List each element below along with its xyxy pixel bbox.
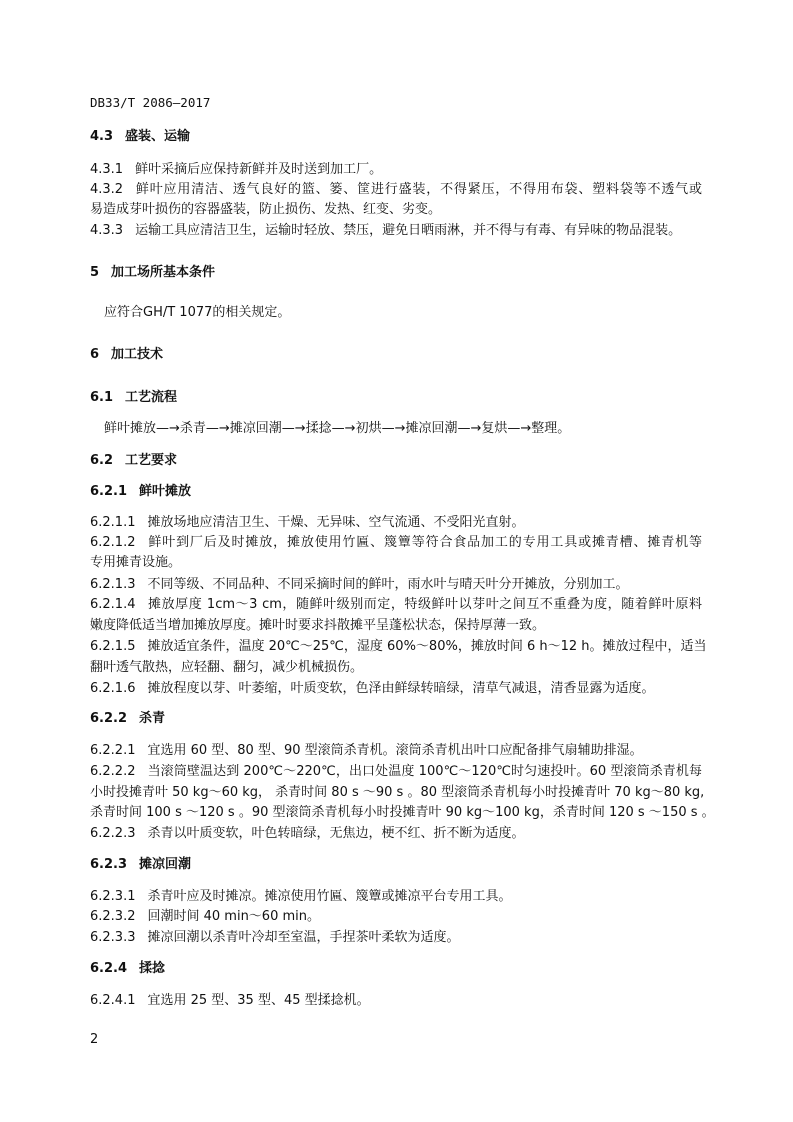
clause-6-2-1-2: [90, 534, 702, 552]
clause-6-2-2-1: [90, 742, 702, 760]
clause-text: 摊凉回潮以杀青叶冷却至室温，手捏茶叶柔软为适度。: [147, 930, 460, 945]
clause-number: 6.2.1.5: [90, 639, 136, 654]
section-number: 4.3: [90, 129, 114, 144]
clause-number: 6.2.2.2: [90, 764, 136, 779]
clause-6-2-1-2-cont: 专用摊青设施。: [90, 555, 182, 570]
heading-6-1: [90, 389, 702, 407]
clause-6-2-4-1: [90, 992, 702, 1010]
section-number: 6.2.3: [90, 857, 128, 872]
document-code-header: DB33/T 2086—2017: [90, 95, 211, 110]
heading-6-2-4: [90, 960, 702, 978]
clause-number: 6.2.3.3: [90, 930, 136, 945]
clause-text: 当滚筒壁温达到 200℃～220℃，出口处温度 100℃～120℃时匀速投叶。60 型滚筒杀青机每: [147, 764, 702, 779]
clause-text: 摊放场地应清洁卫生、干燥、无异味、空气流通、不受阳光直射。: [147, 515, 525, 530]
clause-text: 运输工具应清洁卫生，运输时轻放、禁压，避免日晒雨淋，并不得与有毒、有异味的物品混装。: [135, 223, 682, 238]
clause-number: 4.3.1: [90, 162, 124, 177]
clause-text: 宜选用 60 型、80 型、90 型滚筒杀青机。滚筒杀青机出叶口应配备排气扇辅助排湿。: [147, 743, 643, 758]
clause-6-2-1-3: [90, 576, 702, 594]
heading-6: [90, 346, 702, 364]
clause-6-2-1-5: [90, 638, 707, 656]
clause-6-2-3-3: [90, 929, 702, 947]
section-number: 5: [90, 265, 100, 280]
section-title: 揉捻: [139, 961, 166, 976]
clause-6-2-1-5-cont: 翻叶透气散热，应轻翻、翻匀，减少机械损伤。: [90, 660, 364, 675]
clause-text: 摊放厚度 1cm～3 cm，随鲜叶级别而定，特级鲜叶以芽叶之间互不重叠为度，随着鲜叶原料: [147, 597, 702, 612]
clause-6-2-1-1: [90, 514, 702, 532]
clause-number: 6.2.4.1: [90, 993, 136, 1008]
clause-text: 宜选用 25 型、35 型、45 型揉捻机。: [147, 993, 370, 1008]
clause-text: 鲜叶应用清洁、透气良好的篮、篓、筐进行盛装，不得紧压，不得用布袋、塑料袋等不透气或: [135, 182, 702, 197]
clause-4-3-2-cont: 易造成芽叶损伤的容器盛装，防止损伤、发热、红变、劣变。: [90, 202, 442, 217]
clause-text: 不同等级、不同品种、不同采摘时间的鲜叶，雨水叶与晴天叶分开摊放，分别加工。: [147, 577, 629, 592]
heading-6-2-1: [90, 483, 702, 501]
section-title: 工艺流程: [125, 390, 178, 405]
section-5-text: 应符合GH/T 1077的相关规定。: [104, 305, 291, 320]
section-number: 6.2: [90, 453, 114, 468]
clause-6-2-2-2: [90, 763, 702, 781]
clause-text: 摊放适宜条件，温度 20℃～25℃，湿度 60%～80%，摊放时间 6 h～12 h。摊放过程中，适当: [147, 639, 707, 654]
clause-text: 杀青叶应及时摊凉。摊凉使用竹匾、篾簟或摊凉平台专用工具。: [147, 889, 512, 904]
clause-number: 6.2.2.1: [90, 743, 136, 758]
clause-4-3-1: [90, 161, 702, 179]
heading-6-2-2: [90, 710, 702, 728]
clause-number: 6.2.1.1: [90, 515, 136, 530]
section-title: 盛装、运输: [125, 129, 191, 144]
heading-6-2-3: [90, 856, 702, 874]
clause-text: 鲜叶到厂后及时摊放，摊放使用竹匾、篾簟等符合食品加工的专用工具或摊青槽、摊青机等: [147, 535, 702, 550]
section-title: 加工技术: [111, 347, 164, 362]
section-title: 鲜叶摊放: [139, 484, 192, 499]
clause-text: 摊放程度以芽、叶萎缩，叶质变软，色泽由鲜绿转暗绿，清草气减退，清香显露为适度。: [147, 681, 655, 696]
section-number: 6.2.1: [90, 484, 128, 499]
clause-text: 回潮时间 40 min～60 min。: [147, 909, 320, 924]
process-flow: 鲜叶摊放—→杀青—→摊凉回潮—→揉捻—→初烘—→摊凉回潮—→复烘—→整理。: [104, 421, 571, 436]
section-title: 加工场所基本条件: [111, 265, 216, 280]
section-title: 工艺要求: [125, 453, 178, 468]
section-title: 摊凉回潮: [139, 857, 192, 872]
clause-6-2-1-6: [90, 680, 702, 698]
heading-4-3: [90, 128, 702, 146]
heading-5: [90, 264, 702, 282]
clause-6-2-3-1: [90, 888, 702, 906]
clause-4-3-3: [90, 222, 702, 240]
clause-number: 6.2.2.3: [90, 826, 136, 841]
clause-6-2-1-4: [90, 596, 702, 614]
clause-number: 6.2.1.4: [90, 597, 136, 612]
clause-number: 6.2.3.2: [90, 909, 136, 924]
clause-text: 杀青以叶质变软，叶色转暗绿，无焦边，梗不红、折不断为适度。: [147, 826, 525, 841]
clause-4-3-2: [90, 181, 702, 199]
section-number: 6.2.4: [90, 961, 128, 976]
clause-number: 6.2.1.6: [90, 681, 136, 696]
clause-number: 6.2.3.1: [90, 889, 136, 904]
page-number: 2: [90, 1032, 99, 1047]
clause-number: 6.2.1.2: [90, 535, 136, 550]
heading-6-2: [90, 452, 702, 470]
clause-number: 4.3.3: [90, 223, 124, 238]
section-title: 杀青: [139, 711, 166, 726]
clause-6-2-3-2: [90, 908, 702, 926]
section-number: 6.2.2: [90, 711, 128, 726]
clause-text: 鲜叶采摘后应保持新鲜并及时送到加工厂。: [135, 162, 383, 177]
section-number: 6: [90, 347, 100, 362]
clause-6-2-1-4-cont: 嫩度降低适当增加摊放厚度。摊叶时要求抖散摊平呈蓬松状态，保持厚薄一致。: [90, 618, 546, 633]
clause-6-2-2-2-cont2: 杀青时间 100 s ～120 s 。90 型滚筒杀青机每小时投摊青叶 90 kg～100 kg，杀青时间 120 s ～150 s 。: [90, 805, 715, 820]
clause-6-2-2-3: [90, 825, 702, 843]
clause-number: 4.3.2: [90, 182, 124, 197]
clause-6-2-2-2-cont: 小时投摊青叶 50 kg～60 kg， 杀青时间 80 s ～90 s 。80 型滚筒杀青机每小时投摊青叶 70 kg～80 kg,: [90, 785, 705, 800]
section-number: 6.1: [90, 390, 114, 405]
clause-number: 6.2.1.3: [90, 577, 136, 592]
